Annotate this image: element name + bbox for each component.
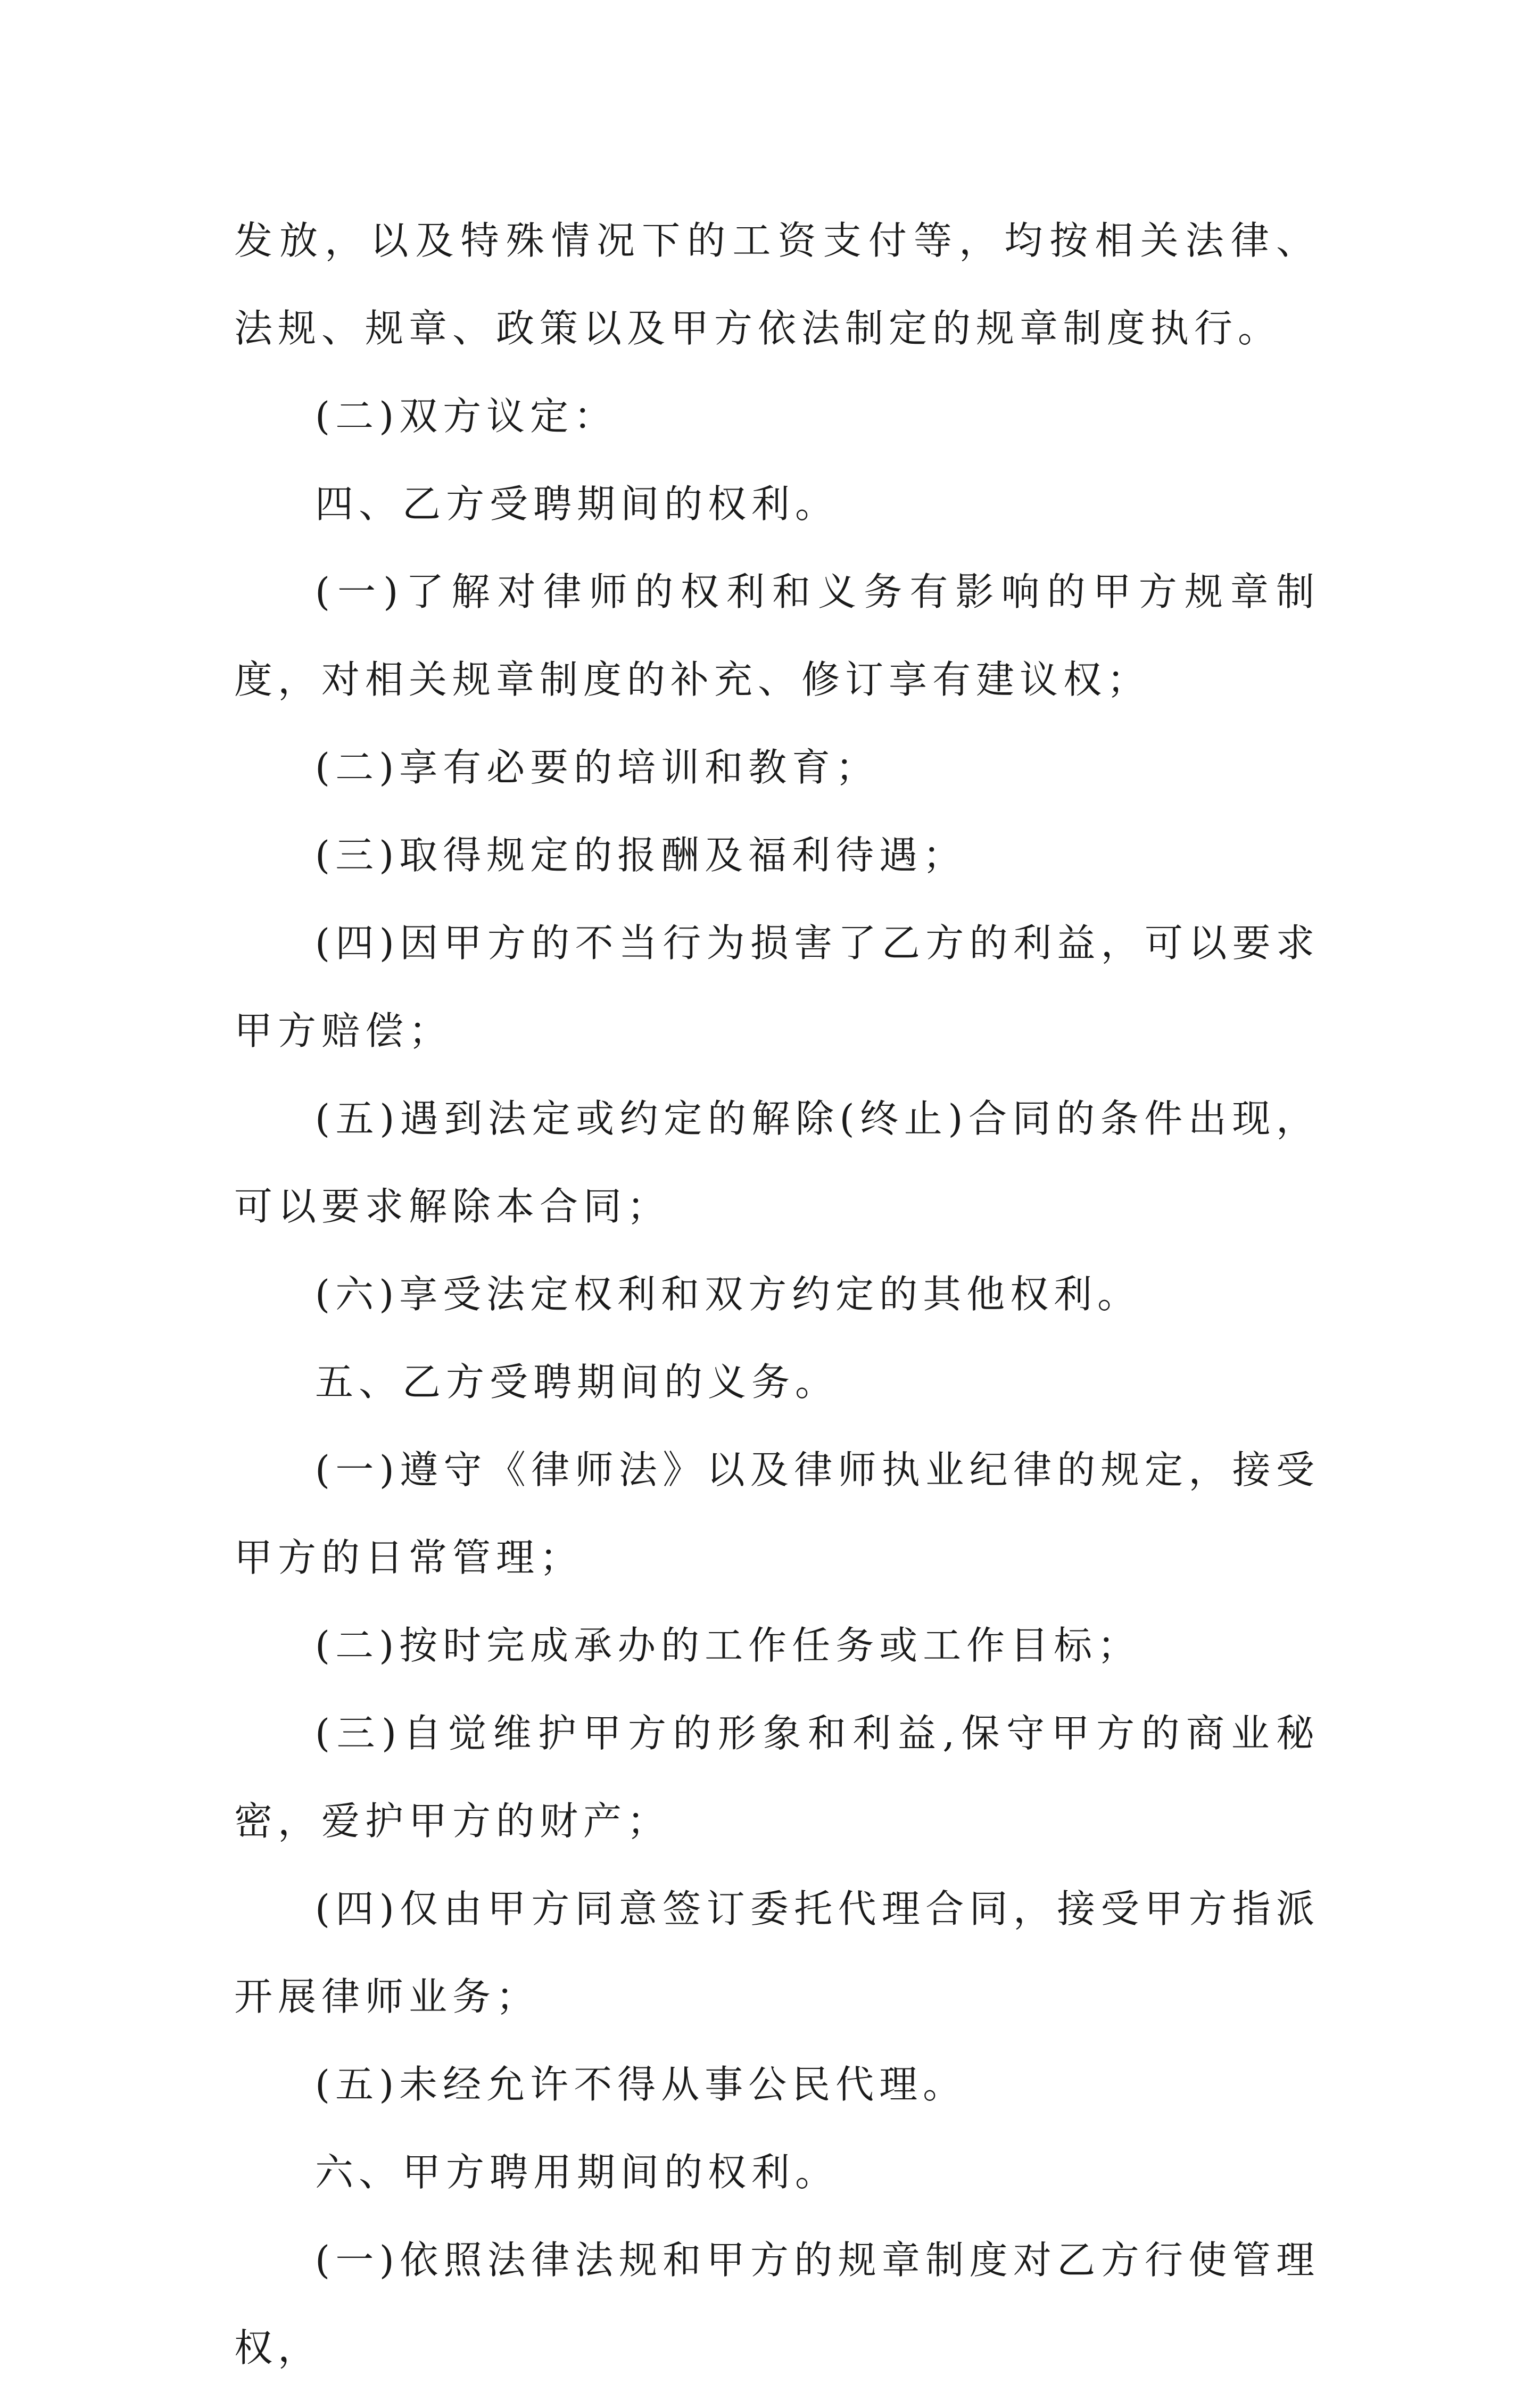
section-heading-employee-rights: 四、乙方受聘期间的权利。 bbox=[315, 482, 839, 526]
paragraph-mutual-agreement: (二)双方议定： bbox=[315, 394, 618, 438]
employee-duty-item-4: (四)仅由甲方同意签订委托代理合同，接受甲方指派开展律师业务； bbox=[234, 1886, 1320, 2019]
employee-right-item-2: (二)享有必要的培训和教育； bbox=[315, 745, 880, 790]
section-heading-employer-rights: 六、甲方聘用期间的权利。 bbox=[315, 2150, 839, 2195]
employee-right-item-3: (三)取得规定的报酬及福利待遇； bbox=[315, 833, 967, 878]
employee-right-item-1: (一)了解对律师的权利和义务有影响的甲方规章制度，对相关规章制度的补充、修订享有建议权； bbox=[234, 569, 1320, 702]
employee-right-item-5: (五)遇到法定或约定的解除(终止)合同的条件出现，可以要求解除本合同； bbox=[234, 1096, 1320, 1229]
employer-right-item-1: (一)依照法律法规和甲方的规章制度对乙方行使管理权， bbox=[234, 2238, 1320, 2370]
employee-right-item-6: (六)享受法定权利和双方约定的其他权利。 bbox=[315, 1272, 1141, 1317]
employee-duty-item-1: (一)遵守《律师法》以及律师执业纪律的规定，接受甲方的日常管理； bbox=[234, 1447, 1320, 1580]
employee-right-item-4: (四)因甲方的不当行为损害了乙方的利益，可以要求甲方赔偿； bbox=[234, 921, 1320, 1053]
paragraph-wage-clause-continuation: 发放，以及特殊情况下的工资支付等，均按相关法律、法规、规章、政策以及甲方依法制定的规章制度执行。 bbox=[234, 218, 1320, 351]
employee-duty-item-5: (五)未经允许不得从事公民代理。 bbox=[315, 2062, 967, 2107]
employee-duty-item-2: (二)按时完成承办的工作任务或工作目标； bbox=[315, 1623, 1141, 1668]
employee-duty-item-3: (三)自觉维护甲方的形象和利益,保守甲方的商业秘密，爱护甲方的财产； bbox=[234, 1711, 1320, 1843]
section-heading-employee-duties: 五、乙方受聘期间的义务。 bbox=[315, 1360, 839, 1404]
document-body bbox=[234, 197, 1320, 2392]
